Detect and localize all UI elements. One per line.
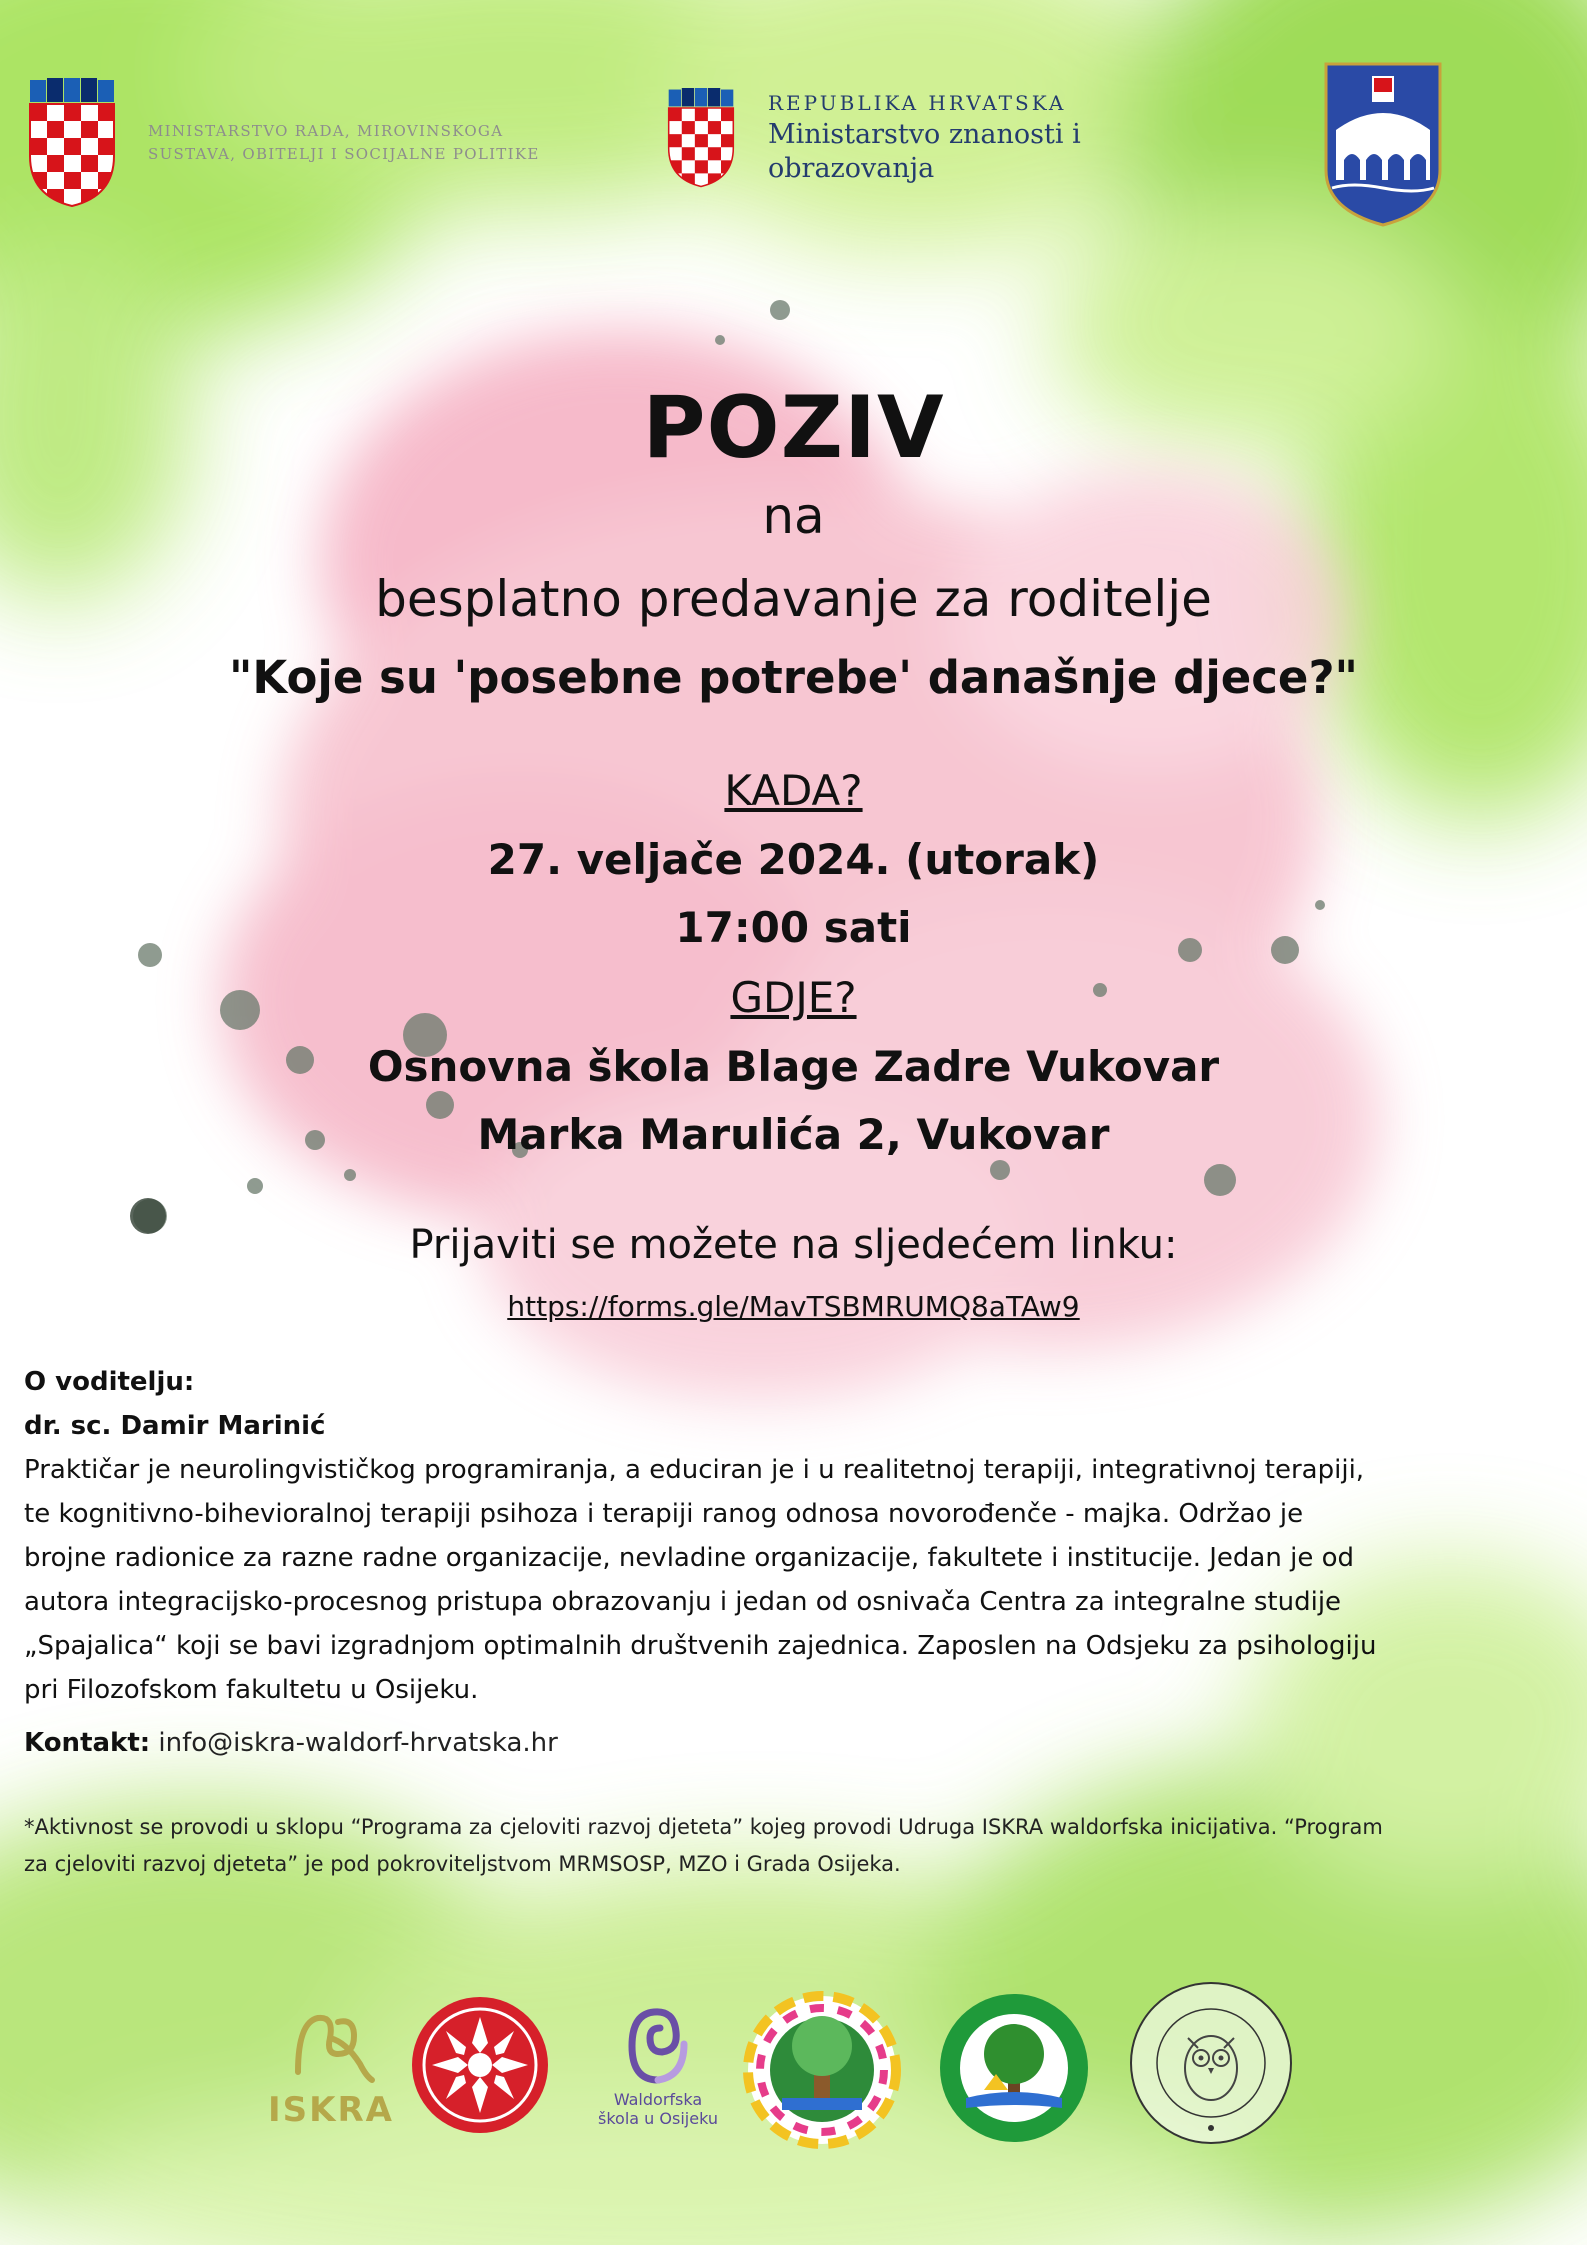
bio-line: te kognitivno-bihevioralnoj terapiji psihoza i terapiji ranog odnosa novorođenče - majka. Održao je — [24, 1499, 1304, 1529]
event-time: 17:00 sati — [675, 903, 912, 952]
bio-line: pri Filozofskom fakultetu u Osijeku. — [24, 1675, 479, 1705]
ministry-education-logo — [662, 88, 1081, 188]
ministry-education-line3: obrazovanja — [768, 153, 935, 184]
where-label: GDJE? — [730, 973, 857, 1022]
about-label: O voditelju: — [24, 1367, 195, 1397]
ministry-labour-logo — [26, 78, 540, 208]
school-blage-zadre-logo-icon — [936, 1990, 1092, 2146]
lecture-title: "Koje su 'posebne potrebe' današnje djece?" — [228, 651, 1359, 704]
footnote — [24, 1809, 1569, 1883]
waldorf-caption-line2: škola u Osijeku — [598, 2109, 718, 2128]
bio-line: brojne radionice za razne radne organizacije, nevladine organizacije, fakultete i institucije. Jedan je od — [24, 1543, 1354, 1573]
about-lecturer — [24, 1360, 1569, 1712]
art-academy-ernestinovo-logo-icon — [1126, 1978, 1296, 2148]
invitation-subtitle: besplatno predavanje za roditelje — [375, 570, 1212, 628]
iskra-logo — [268, 2002, 394, 2130]
waldorf-school-logo — [588, 1990, 728, 2128]
croatian-coat-of-arms-icon — [662, 88, 740, 188]
invitation-na: na — [762, 487, 825, 545]
waldorf-caption-line1: Waldorfska — [613, 2090, 703, 2109]
event-venue: Osnovna škola Blage Zadre Vukovar — [367, 1042, 1220, 1091]
ministry-education-line2: Ministarstvo znanosti i — [768, 119, 1081, 150]
signup-link[interactable]: https://forms.gle/MavTSBMRUMQ8aTAw9 — [507, 1290, 1080, 1323]
waldorf-spiral-icon — [588, 1990, 728, 2086]
contact-row — [24, 1728, 558, 1758]
contact-label: Kontakt: — [24, 1728, 151, 1758]
bio-line: autora integracijsko-procesnog pristupa obrazovanju i jedan od osnivača Centra za integralne studije — [24, 1587, 1342, 1617]
bio-line: „Spajalica“ koji se bavi izgradnjom optimalnih društvenih zajednica. Zaposlen na Odsjeku za psihologiju — [24, 1631, 1377, 1661]
footnote-line2: za cjeloviti razvoj djeteta” je pod pokroviteljstvom MRMSOSP, MZO i Grada Osijeka. — [24, 1852, 901, 1876]
lecturer-name: dr. sc. Damir Marinić — [24, 1411, 326, 1441]
invitation-heading: POZIV — [642, 378, 945, 478]
ministry-education-line1: REPUBLIKA HRVATSKA — [768, 91, 1067, 115]
ministry-labour-line1: MINISTARSTVO RADA, MIROVINSKOGA — [148, 122, 504, 140]
contact-email-link[interactable]: info@iskra-waldorf-hrvatska.hr — [158, 1728, 558, 1758]
rosette-logo-icon — [410, 1995, 550, 2135]
city-coat-of-arms-icon — [1322, 60, 1444, 228]
signup-text: Prijaviti se možete na sljedećem linku: — [409, 1222, 1178, 1268]
footnote-line1: *Aktivnost se provodi u sklopu “Programa za cjeloviti razvoj djeteta” kojeg provodi Udruga ISKRA waldorfska inicijativa. “Program — [24, 1815, 1383, 1839]
iskra-wordmark: ISKRA — [268, 2090, 394, 2130]
bio-line: Praktičar je neurolingvističkog programiranja, a educiran je i u realitetnoj terapiji, integrativnoj terapiji, — [24, 1455, 1365, 1485]
event-address: Marka Marulića 2, Vukovar — [477, 1110, 1110, 1159]
iskra-spiral-icon — [268, 2002, 394, 2090]
event-date: 27. veljače 2024. (utorak) — [487, 835, 1100, 884]
ministry-labour-line2: SUSTAVA, OBITELJI I SOCIJALNE POLITIKE — [148, 145, 540, 163]
croatian-coat-of-arms-icon — [26, 78, 118, 208]
when-label: KADA? — [724, 766, 863, 815]
kindergarten-vukovar-logo-icon — [742, 1990, 902, 2150]
